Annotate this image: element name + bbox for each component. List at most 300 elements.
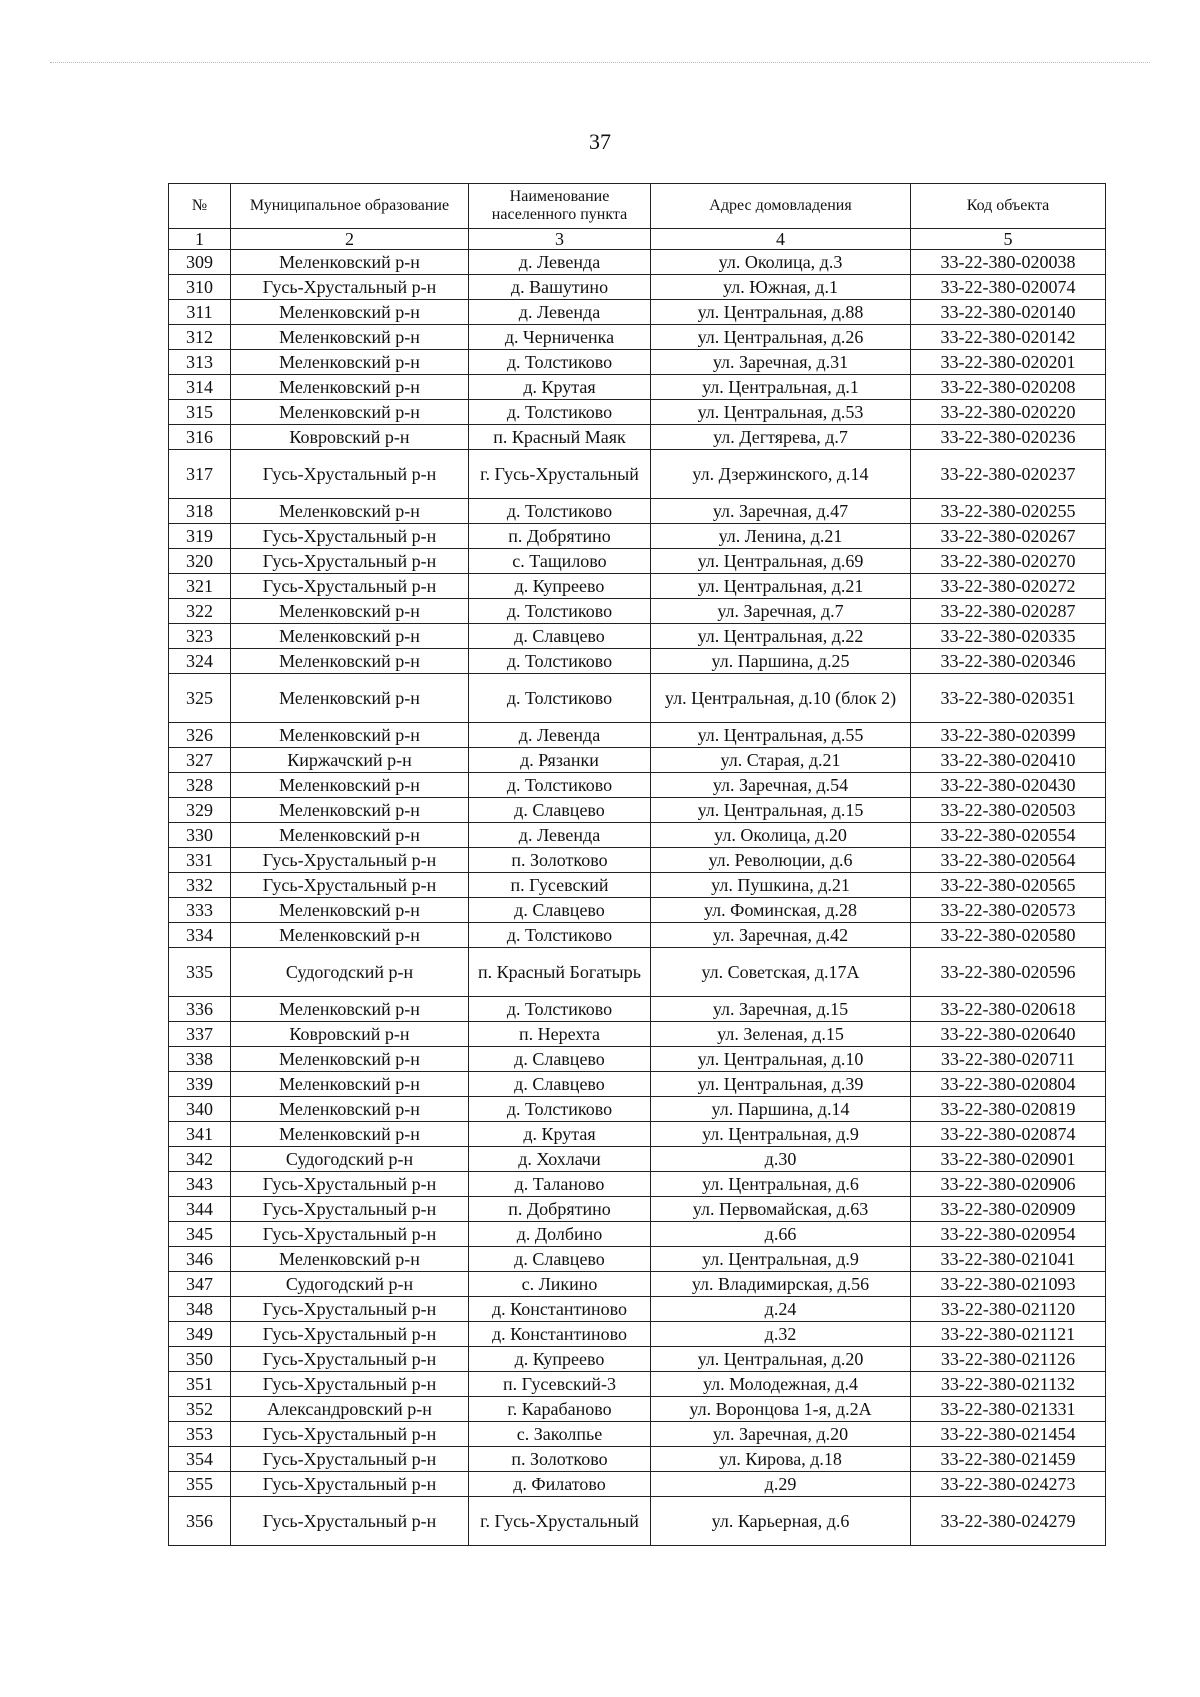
row-number: 345 — [169, 1222, 231, 1247]
table-body — [169, 250, 1106, 1546]
object-code-cell: 33-22-380-024273 — [911, 1472, 1106, 1497]
object-code-cell: 33-22-380-021120 — [911, 1297, 1106, 1322]
header-object-code: Код объекта — [911, 184, 1106, 229]
address-cell: ул. Карьерная, д.6 — [651, 1497, 911, 1546]
address-cell: ул. Заречная, д.42 — [651, 923, 911, 948]
municipality-cell: Ковровский р-н — [231, 1022, 469, 1047]
row-number: 346 — [169, 1247, 231, 1272]
row-number: 335 — [169, 948, 231, 997]
table-row — [169, 1397, 1106, 1422]
row-number: 348 — [169, 1297, 231, 1322]
settlement-cell: д. Толстиково — [469, 674, 651, 723]
municipality-cell: Меленковский р-н — [231, 1097, 469, 1122]
settlement-cell: д. Левенда — [469, 250, 651, 275]
address-cell: ул. Дегтярева, д.7 — [651, 425, 911, 450]
municipality-cell: Гусь-Хрустальный р-н — [231, 524, 469, 549]
settlement-cell: д. Толстиково — [469, 350, 651, 375]
address-cell: ул. Заречная, д.15 — [651, 997, 911, 1022]
settlement-cell: д. Славцево — [469, 898, 651, 923]
municipality-cell: Гусь-Хрустальный р-н — [231, 1297, 469, 1322]
object-code-cell: 33-22-380-021331 — [911, 1397, 1106, 1422]
table-row — [169, 1497, 1106, 1546]
address-cell: ул. Заречная, д.31 — [651, 350, 911, 375]
settlement-cell: с. Ликино — [469, 1272, 651, 1297]
row-number: 351 — [169, 1372, 231, 1397]
object-code-cell: 33-22-380-020596 — [911, 948, 1106, 997]
row-number: 326 — [169, 723, 231, 748]
address-cell: ул. Центральная, д.26 — [651, 325, 911, 350]
municipality-cell: Гусь-Хрустальный р-н — [231, 574, 469, 599]
header-settlement: Наименование населенного пункта — [469, 184, 651, 229]
table-row — [169, 798, 1106, 823]
address-cell: ул. Заречная, д.54 — [651, 773, 911, 798]
object-code-cell: 33-22-380-020038 — [911, 250, 1106, 275]
address-cell: ул. Центральная, д.10 (блок 2) — [651, 674, 911, 723]
object-code-cell: 33-22-380-020237 — [911, 450, 1106, 499]
settlement-cell: д. Славцево — [469, 1047, 651, 1072]
address-cell: ул. Заречная, д.7 — [651, 599, 911, 624]
table-row — [169, 1347, 1106, 1372]
table-row — [169, 1122, 1106, 1147]
row-number: 318 — [169, 499, 231, 524]
column-number: 2 — [231, 229, 469, 250]
row-number: 319 — [169, 524, 231, 549]
settlement-cell: д. Левенда — [469, 300, 651, 325]
object-code-cell: 33-22-380-020272 — [911, 574, 1106, 599]
settlement-cell: п. Гусевский-3 — [469, 1372, 651, 1397]
settlement-cell: д. Черниченка — [469, 325, 651, 350]
row-number: 350 — [169, 1347, 231, 1372]
municipality-cell: Меленковский р-н — [231, 798, 469, 823]
settlement-cell: п. Добрятино — [469, 1197, 651, 1222]
municipality-cell: Меленковский р-н — [231, 898, 469, 923]
address-cell: ул. Первомайская, д.63 — [651, 1197, 911, 1222]
address-cell: ул. Пушкина, д.21 — [651, 873, 911, 898]
municipality-cell: Меленковский р-н — [231, 1247, 469, 1272]
municipality-cell: Гусь-Хрустальный р-н — [231, 1197, 469, 1222]
object-code-cell: 33-22-380-020819 — [911, 1097, 1106, 1122]
address-cell: ул. Фоминская, д.28 — [651, 898, 911, 923]
object-code-cell: 33-22-380-020906 — [911, 1172, 1106, 1197]
municipality-cell: Гусь-Хрустальный р-н — [231, 1172, 469, 1197]
table-row — [169, 923, 1106, 948]
row-number: 316 — [169, 425, 231, 450]
settlement-cell: д. Константиново — [469, 1297, 651, 1322]
table-row — [169, 649, 1106, 674]
object-code-cell: 33-22-380-020140 — [911, 300, 1106, 325]
table-row — [169, 350, 1106, 375]
table-row — [169, 748, 1106, 773]
address-cell: ул. Центральная, д.9 — [651, 1247, 911, 1272]
row-number: 353 — [169, 1422, 231, 1447]
object-code-cell: 33-22-380-021459 — [911, 1447, 1106, 1472]
municipality-cell: Меленковский р-н — [231, 499, 469, 524]
settlement-cell: д. Славцево — [469, 1072, 651, 1097]
address-cell: ул. Центральная, д.1 — [651, 375, 911, 400]
table-row — [169, 1222, 1106, 1247]
table-row — [169, 400, 1106, 425]
table-row — [169, 574, 1106, 599]
row-number: 334 — [169, 923, 231, 948]
municipality-cell: Меленковский р-н — [231, 599, 469, 624]
object-code-cell: 33-22-380-020335 — [911, 624, 1106, 649]
municipality-cell: Меленковский р-н — [231, 250, 469, 275]
table-row — [169, 898, 1106, 923]
row-number: 315 — [169, 400, 231, 425]
table-row — [169, 300, 1106, 325]
settlement-cell: п. Нерехта — [469, 1022, 651, 1047]
address-cell: ул. Паршина, д.14 — [651, 1097, 911, 1122]
address-cell: ул. Центральная, д.53 — [651, 400, 911, 425]
object-code-cell: 33-22-380-020270 — [911, 549, 1106, 574]
address-cell: ул. Советская, д.17А — [651, 948, 911, 997]
municipality-cell: Судогодский р-н — [231, 1147, 469, 1172]
address-cell: ул. Владимирская, д.56 — [651, 1272, 911, 1297]
municipality-cell: Александровский р-н — [231, 1397, 469, 1422]
address-cell: ул. Старая, д.21 — [651, 748, 911, 773]
table-row — [169, 1247, 1106, 1272]
row-number: 332 — [169, 873, 231, 898]
object-code-cell: 33-22-380-020565 — [911, 873, 1106, 898]
municipality-cell: Гусь-Хрустальный р-н — [231, 1222, 469, 1247]
table-row — [169, 1297, 1106, 1322]
row-number: 324 — [169, 649, 231, 674]
row-number: 333 — [169, 898, 231, 923]
municipality-cell: Гусь-Хрустальный р-н — [231, 848, 469, 873]
address-cell: ул. Кирова, д.18 — [651, 1447, 911, 1472]
address-cell: д.24 — [651, 1297, 911, 1322]
object-code-cell: 33-22-380-020208 — [911, 375, 1106, 400]
address-cell: ул. Центральная, д.22 — [651, 624, 911, 649]
row-number: 343 — [169, 1172, 231, 1197]
row-number: 320 — [169, 549, 231, 574]
table-row — [169, 275, 1106, 300]
row-number: 313 — [169, 350, 231, 375]
column-number-row — [169, 229, 1106, 250]
address-cell: ул. Околица, д.3 — [651, 250, 911, 275]
municipality-cell: Меленковский р-н — [231, 997, 469, 1022]
settlement-cell: д. Рязанки — [469, 748, 651, 773]
settlement-cell: с. Тащилово — [469, 549, 651, 574]
table-row — [169, 1372, 1106, 1397]
row-number: 347 — [169, 1272, 231, 1297]
municipality-cell: Судогодский р-н — [231, 948, 469, 997]
municipality-cell: Гусь-Хрустальный р-н — [231, 549, 469, 574]
settlement-cell: д. Крутая — [469, 1122, 651, 1147]
municipality-cell: Гусь-Хрустальный р-н — [231, 1497, 469, 1546]
municipality-cell: Меленковский р-н — [231, 923, 469, 948]
row-number: 356 — [169, 1497, 231, 1546]
address-cell: ул. Центральная, д.69 — [651, 549, 911, 574]
address-cell: ул. Центральная, д.15 — [651, 798, 911, 823]
settlement-cell: д. Славцево — [469, 624, 651, 649]
object-code-cell: 33-22-380-021132 — [911, 1372, 1106, 1397]
table-row — [169, 499, 1106, 524]
object-code-cell: 33-22-380-020201 — [911, 350, 1106, 375]
settlement-cell: д. Толстиково — [469, 649, 651, 674]
object-code-cell: 33-22-380-020564 — [911, 848, 1106, 873]
table-row — [169, 997, 1106, 1022]
settlement-cell: д. Хохлачи — [469, 1147, 651, 1172]
table-row — [169, 1147, 1106, 1172]
row-number: 328 — [169, 773, 231, 798]
settlement-cell: п. Добрятино — [469, 524, 651, 549]
object-code-cell: 33-22-380-020236 — [911, 425, 1106, 450]
address-cell: ул. Центральная, д.10 — [651, 1047, 911, 1072]
row-number: 339 — [169, 1072, 231, 1097]
municipality-cell: Гусь-Хрустальный р-н — [231, 1322, 469, 1347]
settlement-cell: д. Крутая — [469, 375, 651, 400]
municipality-cell: Меленковский р-н — [231, 773, 469, 798]
address-cell: ул. Заречная, д.20 — [651, 1422, 911, 1447]
row-number: 310 — [169, 275, 231, 300]
row-number: 352 — [169, 1397, 231, 1422]
settlement-cell: п. Золотково — [469, 1447, 651, 1472]
row-number: 317 — [169, 450, 231, 499]
table-row — [169, 524, 1106, 549]
address-cell: ул. Центральная, д.55 — [651, 723, 911, 748]
settlement-cell: г. Гусь-Хрустальный — [469, 450, 651, 499]
address-cell: ул. Воронцова 1-я, д.2А — [651, 1397, 911, 1422]
row-number: 349 — [169, 1322, 231, 1347]
municipality-cell: Гусь-Хрустальный р-н — [231, 873, 469, 898]
municipality-cell: Судогодский р-н — [231, 1272, 469, 1297]
object-code-cell: 33-22-380-020618 — [911, 997, 1106, 1022]
municipality-cell: Меленковский р-н — [231, 350, 469, 375]
municipality-cell: Меленковский р-н — [231, 1072, 469, 1097]
object-code-cell: 33-22-380-020503 — [911, 798, 1106, 823]
settlement-cell: д. Толстиково — [469, 599, 651, 624]
address-cell: ул. Центральная, д.20 — [651, 1347, 911, 1372]
header-number: № — [169, 184, 231, 229]
object-code-cell: 33-22-380-020399 — [911, 723, 1106, 748]
row-number: 354 — [169, 1447, 231, 1472]
municipality-cell: Гусь-Хрустальный р-н — [231, 1447, 469, 1472]
object-code-cell: 33-22-380-020711 — [911, 1047, 1106, 1072]
table-row — [169, 549, 1106, 574]
address-cell: ул. Паршина, д.25 — [651, 649, 911, 674]
table-row — [169, 1272, 1106, 1297]
settlement-cell: д. Левенда — [469, 823, 651, 848]
municipality-cell: Гусь-Хрустальный р-н — [231, 450, 469, 499]
row-number: 338 — [169, 1047, 231, 1072]
settlement-cell: д. Купреево — [469, 1347, 651, 1372]
address-cell: ул. Зеленая, д.15 — [651, 1022, 911, 1047]
table-row — [169, 1072, 1106, 1097]
settlement-cell: д. Толстиково — [469, 1097, 651, 1122]
table-row — [169, 425, 1106, 450]
table-row — [169, 1447, 1106, 1472]
municipality-cell: Меленковский р-н — [231, 1122, 469, 1147]
column-number: 4 — [651, 229, 911, 250]
table-row — [169, 674, 1106, 723]
municipality-cell: Меленковский р-н — [231, 1047, 469, 1072]
address-cell: ул. Центральная, д.21 — [651, 574, 911, 599]
row-number: 336 — [169, 997, 231, 1022]
table-row — [169, 848, 1106, 873]
address-cell: д.66 — [651, 1222, 911, 1247]
table-row — [169, 250, 1106, 275]
municipality-cell: Меленковский р-н — [231, 300, 469, 325]
municipality-cell: Меленковский р-н — [231, 723, 469, 748]
row-number: 331 — [169, 848, 231, 873]
registry-table — [168, 183, 1106, 1546]
row-number: 341 — [169, 1122, 231, 1147]
object-code-cell: 33-22-380-020430 — [911, 773, 1106, 798]
table-row — [169, 1022, 1106, 1047]
settlement-cell: д. Купреево — [469, 574, 651, 599]
row-number: 327 — [169, 748, 231, 773]
settlement-cell: п. Красный Маяк — [469, 425, 651, 450]
row-number: 344 — [169, 1197, 231, 1222]
table-row — [169, 1322, 1106, 1347]
object-code-cell: 33-22-380-020874 — [911, 1122, 1106, 1147]
object-code-cell: 33-22-380-020640 — [911, 1022, 1106, 1047]
object-code-cell: 33-22-380-020142 — [911, 325, 1106, 350]
object-code-cell: 33-22-380-020220 — [911, 400, 1106, 425]
settlement-cell: д. Толстиково — [469, 499, 651, 524]
municipality-cell: Меленковский р-н — [231, 375, 469, 400]
scan-artifact-line — [50, 62, 1150, 64]
address-cell: д.32 — [651, 1322, 911, 1347]
address-cell: ул. Центральная, д.9 — [651, 1122, 911, 1147]
object-code-cell: 33-22-380-021041 — [911, 1247, 1106, 1272]
object-code-cell: 33-22-380-020255 — [911, 499, 1106, 524]
row-number: 325 — [169, 674, 231, 723]
address-cell: ул. Южная, д.1 — [651, 275, 911, 300]
municipality-cell: Меленковский р-н — [231, 823, 469, 848]
municipality-cell: Меленковский р-н — [231, 624, 469, 649]
address-cell: ул. Околица, д.20 — [651, 823, 911, 848]
table-row — [169, 823, 1106, 848]
address-cell: ул. Ленина, д.21 — [651, 524, 911, 549]
row-number: 337 — [169, 1022, 231, 1047]
object-code-cell: 33-22-380-020954 — [911, 1222, 1106, 1247]
row-number: 311 — [169, 300, 231, 325]
municipality-cell: Меленковский р-н — [231, 400, 469, 425]
row-number: 355 — [169, 1472, 231, 1497]
object-code-cell: 33-22-380-020901 — [911, 1147, 1106, 1172]
row-number: 340 — [169, 1097, 231, 1122]
table-row — [169, 1472, 1106, 1497]
object-code-cell: 33-22-380-020554 — [911, 823, 1106, 848]
table-row — [169, 599, 1106, 624]
settlement-cell: п. Красный Богатырь — [469, 948, 651, 997]
address-cell: д.30 — [651, 1147, 911, 1172]
municipality-cell: Меленковский р-н — [231, 649, 469, 674]
settlement-cell: д. Толстиково — [469, 400, 651, 425]
settlement-cell: д. Толстиково — [469, 773, 651, 798]
address-cell: ул. Центральная, д.6 — [651, 1172, 911, 1197]
object-code-cell: 33-22-380-020074 — [911, 275, 1106, 300]
page-number: 37 — [589, 129, 611, 154]
table-row — [169, 1047, 1106, 1072]
settlement-cell: г. Гусь-Хрустальный — [469, 1497, 651, 1546]
settlement-cell: д. Константиново — [469, 1322, 651, 1347]
settlement-cell: с. Заколпье — [469, 1422, 651, 1447]
municipality-cell: Гусь-Хрустальный р-н — [231, 275, 469, 300]
object-code-cell: 33-22-380-021454 — [911, 1422, 1106, 1447]
municipality-cell: Гусь-Хрустальный р-н — [231, 1347, 469, 1372]
settlement-cell: д. Толстиково — [469, 923, 651, 948]
object-code-cell: 33-22-380-020267 — [911, 524, 1106, 549]
object-code-cell: 33-22-380-020909 — [911, 1197, 1106, 1222]
settlement-cell: п. Гусевский — [469, 873, 651, 898]
table-row — [169, 1172, 1106, 1197]
table-row — [169, 1422, 1106, 1447]
municipality-cell: Гусь-Хрустальный р-н — [231, 1422, 469, 1447]
table-row — [169, 450, 1106, 499]
table-row — [169, 873, 1106, 898]
row-number: 329 — [169, 798, 231, 823]
table-row — [169, 773, 1106, 798]
municipality-cell: Меленковский р-н — [231, 674, 469, 723]
table-row — [169, 624, 1106, 649]
settlement-cell: д. Славцево — [469, 798, 651, 823]
row-number: 314 — [169, 375, 231, 400]
municipality-cell: Гусь-Хрустальный р-н — [231, 1472, 469, 1497]
address-cell: ул. Революции, д.6 — [651, 848, 911, 873]
object-code-cell: 33-22-380-021121 — [911, 1322, 1106, 1347]
address-cell: ул. Молодежная, д.4 — [651, 1372, 911, 1397]
header-row — [169, 184, 1106, 229]
municipality-cell: Гусь-Хрустальный р-н — [231, 1372, 469, 1397]
table-row — [169, 1197, 1106, 1222]
address-cell: ул. Центральная, д.88 — [651, 300, 911, 325]
settlement-cell: д. Славцево — [469, 1247, 651, 1272]
address-cell: ул. Центральная, д.39 — [651, 1072, 911, 1097]
row-number: 309 — [169, 250, 231, 275]
municipality-cell: Киржачский р-н — [231, 748, 469, 773]
municipality-cell: Ковровский р-н — [231, 425, 469, 450]
object-code-cell: 33-22-380-020580 — [911, 923, 1106, 948]
address-cell: ул. Заречная, д.47 — [651, 499, 911, 524]
object-code-cell: 33-22-380-020410 — [911, 748, 1106, 773]
object-code-cell: 33-22-380-021093 — [911, 1272, 1106, 1297]
row-number: 312 — [169, 325, 231, 350]
table-row — [169, 723, 1106, 748]
municipality-cell: Меленковский р-н — [231, 325, 469, 350]
settlement-cell: д. Таланово — [469, 1172, 651, 1197]
table-row — [169, 325, 1106, 350]
header-address: Адрес домовладения — [651, 184, 911, 229]
row-number: 321 — [169, 574, 231, 599]
settlement-cell: г. Карабаново — [469, 1397, 651, 1422]
object-code-cell: 33-22-380-020287 — [911, 599, 1106, 624]
object-code-cell: 33-22-380-020573 — [911, 898, 1106, 923]
settlement-cell: д. Левенда — [469, 723, 651, 748]
object-code-cell: 33-22-380-020346 — [911, 649, 1106, 674]
object-code-cell: 33-22-380-020804 — [911, 1072, 1106, 1097]
row-number: 323 — [169, 624, 231, 649]
row-number: 330 — [169, 823, 231, 848]
address-cell: д.29 — [651, 1472, 911, 1497]
table-row — [169, 1097, 1106, 1122]
settlement-cell: п. Золотково — [469, 848, 651, 873]
table-row — [169, 375, 1106, 400]
object-code-cell: 33-22-380-020351 — [911, 674, 1106, 723]
column-number: 3 — [469, 229, 651, 250]
row-number: 322 — [169, 599, 231, 624]
object-code-cell: 33-22-380-024279 — [911, 1497, 1106, 1546]
settlement-cell: д. Долбино — [469, 1222, 651, 1247]
address-cell: ул. Дзержинского, д.14 — [651, 450, 911, 499]
column-number: 5 — [911, 229, 1106, 250]
column-number: 1 — [169, 229, 231, 250]
settlement-cell: д. Филатово — [469, 1472, 651, 1497]
settlement-cell: д. Вашутино — [469, 275, 651, 300]
row-number: 342 — [169, 1147, 231, 1172]
